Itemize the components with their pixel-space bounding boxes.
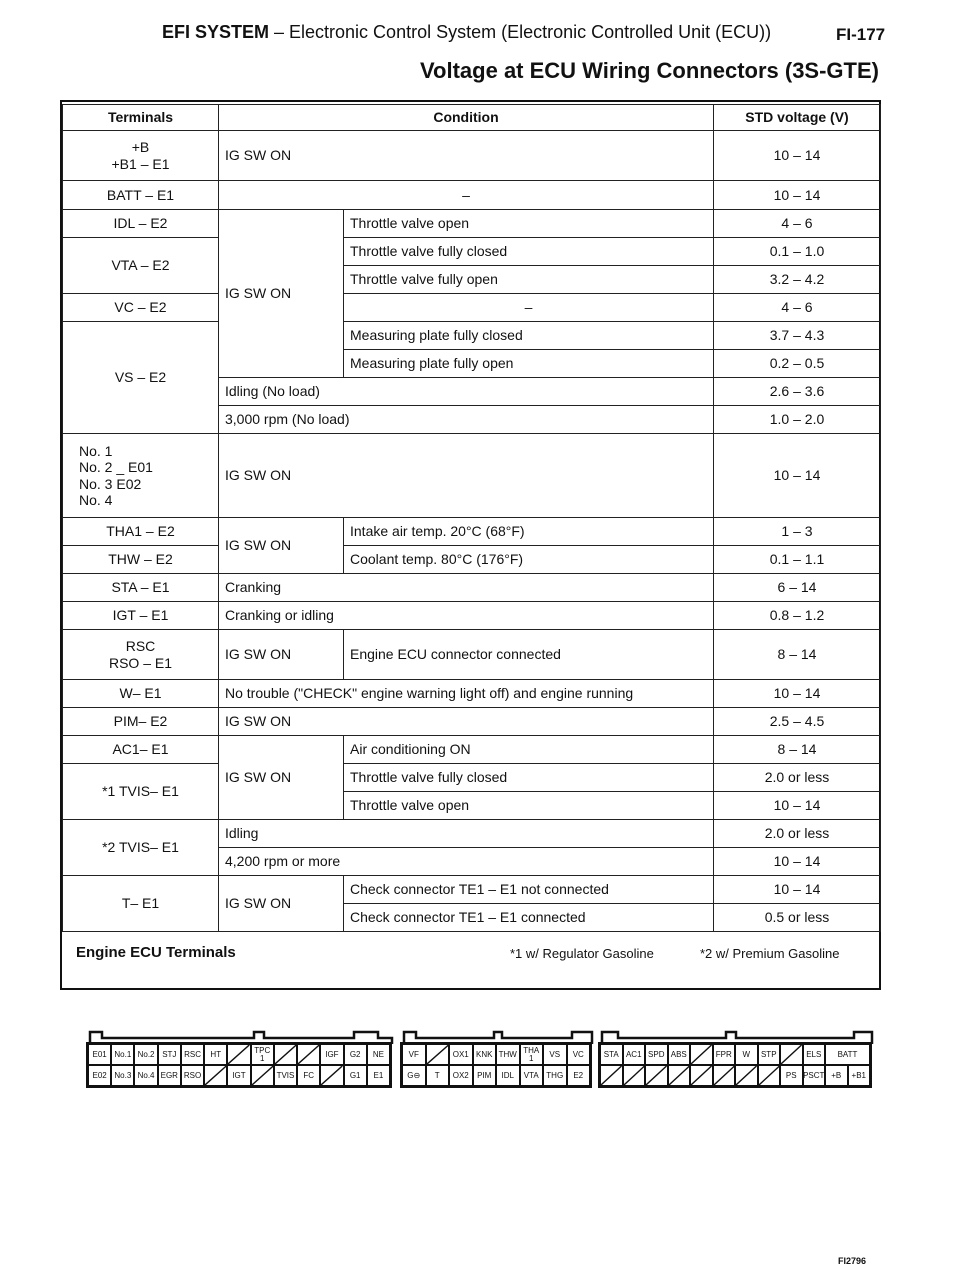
connector-key-outline [402,1028,594,1044]
ecu-connector-a [86,1042,392,1088]
terminal-cell: RSC RSO – E1 [63,630,219,680]
condition-cell: 3,000 rpm (No load) [219,406,714,434]
ecu-terminal-pin: G2 [344,1044,367,1065]
ecu-terminal-pin: T [426,1065,450,1086]
terminal-cell: IDL – E2 [63,210,219,238]
voltage-cell: 0.5 or less [714,904,881,932]
voltage-cell: 10 – 14 [714,131,881,181]
unused-terminal-pin [251,1065,274,1086]
terminal-cell: *2 TVIS– E1 [63,820,219,876]
unused-terminal-pin [274,1044,297,1065]
terminal-cell: VTA – E2 [63,238,219,294]
table-row [63,736,881,764]
group-condition-cell: IG SW ON [219,210,344,378]
table-row [63,764,881,792]
terminal-cell: AC1– E1 [63,736,219,764]
voltage-cell: 2.0 or less [714,820,881,848]
unused-terminal-pin [320,1065,343,1086]
voltage-cell: 0.2 – 0.5 [714,350,881,378]
voltage-cell: 1.0 – 2.0 [714,406,881,434]
ecu-connector-b [400,1042,592,1088]
voltage-cell: 4 – 6 [714,294,881,322]
terminal-cell: +B +B1 – E1 [63,131,219,181]
ecu-terminal-pin: RSC [181,1044,204,1065]
condition-cell: Check connector TE1 – E1 not connected [344,876,714,904]
table-row [63,708,881,736]
page-header-title: EFI SYSTEM – Electronic Control System (Electronic Controlled Unit (ECU)) [162,22,772,42]
unused-terminal-pin [690,1065,713,1086]
terminal-cell: T– E1 [63,876,219,932]
ecu-terminal-pin: IGF [320,1044,343,1065]
ecu-terminal-pin: ELS [803,1044,826,1065]
ecu-terminal-pin: STA [600,1044,623,1065]
ecu-terminal-pin: FPR [713,1044,736,1065]
table-row [63,574,881,602]
group-condition-cell: IG SW ON [219,876,344,932]
condition-cell: Throttle valve fully closed [344,764,714,792]
unused-terminal-pin [690,1044,713,1065]
voltage-spec-table [62,104,881,932]
ecu-terminal-pin: PSCT [803,1065,826,1086]
terminal-cell: VC – E2 [63,294,219,322]
ecu-terminal-pin: PS [780,1065,803,1086]
table-row [63,602,881,630]
table-row [63,131,881,181]
voltage-cell: 2.5 – 4.5 [714,708,881,736]
terminal-cell: PIM– E2 [63,708,219,736]
condition-cell: Throttle valve fully closed [344,238,714,266]
voltage-cell: 3.2 – 4.2 [714,266,881,294]
condition-cell: Measuring plate fully open [344,350,714,378]
condition-cell: Idling (No load) [219,378,714,406]
condition-cell: Measuring plate fully closed [344,322,714,350]
terminal-cell: STA – E1 [63,574,219,602]
condition-cell: – [344,294,714,322]
condition-cell: No trouble ("CHECK" engine warning light off) and engine running [219,680,714,708]
ecu-terminal-pin: THG [543,1065,567,1086]
ecu-terminal-pin: VF [402,1044,426,1065]
figure-code: FI2796 [838,1256,867,1266]
ecu-terminal-pin: +B [825,1065,848,1086]
ecu-terminal-pin: STP [758,1044,781,1065]
voltage-cell: 10 – 14 [714,181,881,210]
ecu-terminal-pin: AC1 [623,1044,646,1065]
ecu-terminal-pin: VTA [520,1065,544,1086]
header-terminals: Terminals [63,105,219,131]
ecu-terminal-pin: No.3 [111,1065,134,1086]
voltage-cell: 2.0 or less [714,764,881,792]
voltage-cell: 2.6 – 3.6 [714,378,881,406]
ecu-terminal-pin: No.2 [134,1044,157,1065]
header-condition: Condition [219,105,714,131]
ecu-terminal-pin: No.4 [134,1065,157,1086]
ecu-terminal-pin: ABS [668,1044,691,1065]
page-number: FI-177 [836,25,886,44]
condition-cell: 4,200 rpm or more [219,848,714,876]
unused-terminal-pin [668,1065,691,1086]
ecu-terminal-pin: E1 [367,1065,390,1086]
condition-cell: Cranking [219,574,714,602]
terminal-cell: VS – E2 [63,322,219,434]
condition-cell: Throttle valve open [344,210,714,238]
terminal-cell: W– E1 [63,680,219,708]
unused-terminal-pin [735,1065,758,1086]
voltage-cell: 0.1 – 1.1 [714,546,881,574]
ecu-terminal-pin: G1 [344,1065,367,1086]
table-row [63,238,881,266]
unused-terminal-pin [297,1044,320,1065]
ecu-terminal-pin: TVIS [274,1065,297,1086]
unused-terminal-pin [600,1065,623,1086]
condition-cell: IG SW ON [219,708,714,736]
ecu-terminal-pin: THA 1 [520,1044,544,1065]
ecu-terminal-pin: No.1 [111,1044,134,1065]
group-condition-cell: IG SW ON [219,518,344,574]
ecu-terminal-pin: FC [297,1065,320,1086]
ecu-terminal-pin: HT [204,1044,227,1065]
ecu-terminal-pin: VS [543,1044,567,1065]
unused-terminal-pin [426,1044,450,1065]
condition-cell: Intake air temp. 20°C (68°F) [344,518,714,546]
ecu-terminal-pin: THW [496,1044,520,1065]
ecu-connector-c [598,1042,872,1088]
condition-cell: Cranking or idling [219,602,714,630]
connector-key-outline [600,1028,874,1044]
ecu-terminal-pin: TPC 1 [251,1044,274,1065]
condition-cell: Coolant temp. 80°C (176°F) [344,546,714,574]
condition-cell: Throttle valve fully open [344,266,714,294]
connector-key-outline [88,1028,394,1044]
ecu-terminal-pin: IDL [496,1065,520,1086]
unused-terminal-pin [227,1044,250,1065]
condition-cell: – [219,181,714,210]
table-row [63,680,881,708]
condition-cell: IG SW ON [219,434,714,518]
voltage-cell: 10 – 14 [714,792,881,820]
voltage-cell: 10 – 14 [714,848,881,876]
unused-terminal-pin [645,1065,668,1086]
ecu-terminal-pin: IGT [227,1065,250,1086]
condition-cell: Throttle valve open [344,792,714,820]
table-row [63,876,881,904]
ecu-terminal-pin: W [735,1044,758,1065]
terminal-cell: *1 TVIS– E1 [63,764,219,820]
table-row [63,210,881,238]
voltage-cell: 6 – 14 [714,574,881,602]
ecu-terminal-pin: E02 [88,1065,111,1086]
voltage-cell: 8 – 14 [714,736,881,764]
footnote-premium-gasoline: *2 w/ Premium Gasoline [700,946,840,961]
ecu-terminal-pin: PIM [473,1065,497,1086]
voltage-cell: 3.7 – 4.3 [714,322,881,350]
terminal-cell: THW – E2 [63,546,219,574]
table-row [63,181,881,210]
voltage-cell: 8 – 14 [714,630,881,680]
unused-terminal-pin [713,1065,736,1086]
ecu-terminal-pin: G⊖ [402,1065,426,1086]
voltage-cell: 0.1 – 1.0 [714,238,881,266]
ecu-terminal-pin: VC [567,1044,591,1065]
table-row [63,546,881,574]
ecu-terminal-pin: BATT [825,1044,870,1065]
voltage-cell: 4 – 6 [714,210,881,238]
unused-terminal-pin [758,1065,781,1086]
ecu-terminal-pin: E01 [88,1044,111,1065]
group-condition-cell: IG SW ON [219,630,344,680]
terminal-cell: No. 1 No. 2 _ E01 No. 3 E02 No. 4 [63,434,219,518]
condition-cell: Air conditioning ON [344,736,714,764]
voltage-cell: 0.8 – 1.2 [714,602,881,630]
condition-cell: IG SW ON [219,131,714,181]
voltage-cell: 10 – 14 [714,876,881,904]
unused-terminal-pin [204,1065,227,1086]
table-row [63,434,881,518]
ecu-terminal-pin: KNK [473,1044,497,1065]
table-row [63,630,881,680]
ecu-terminal-pin: OX2 [449,1065,473,1086]
table-row [63,294,881,322]
ecu-terminal-pin: RSO [181,1065,204,1086]
ecu-terminal-pin: E2 [567,1065,591,1086]
ecu-terminal-pin: OX1 [449,1044,473,1065]
ecu-terminal-pin: +B1 [848,1065,871,1086]
voltage-cell: 10 – 14 [714,680,881,708]
terminal-cell: BATT – E1 [63,181,219,210]
ecu-terminals-title: Engine ECU Terminals [76,944,236,961]
header-std-voltage: STD voltage (V) [714,105,881,131]
ecu-terminal-pin: STJ [158,1044,181,1065]
table-row [63,820,881,848]
ecu-terminal-pin: NE [367,1044,390,1065]
unused-terminal-pin [780,1044,803,1065]
condition-cell: Engine ECU connector connected [344,630,714,680]
group-condition-cell: IG SW ON [219,736,344,820]
condition-cell: Idling [219,820,714,848]
table-row [63,518,881,546]
table-row [63,322,881,350]
terminal-cell: THA1 – E2 [63,518,219,546]
section-title: Voltage at ECU Wiring Connectors (3S-GTE) [420,58,879,83]
unused-terminal-pin [623,1065,646,1086]
terminal-cell: IGT – E1 [63,602,219,630]
voltage-cell: 1 – 3 [714,518,881,546]
voltage-cell: 10 – 14 [714,434,881,518]
footnote-regulator-gasoline: *1 w/ Regulator Gasoline [510,946,654,961]
condition-cell: Check connector TE1 – E1 connected [344,904,714,932]
ecu-terminal-pin: SPD [645,1044,668,1065]
ecu-terminal-pin: EGR [158,1065,181,1086]
